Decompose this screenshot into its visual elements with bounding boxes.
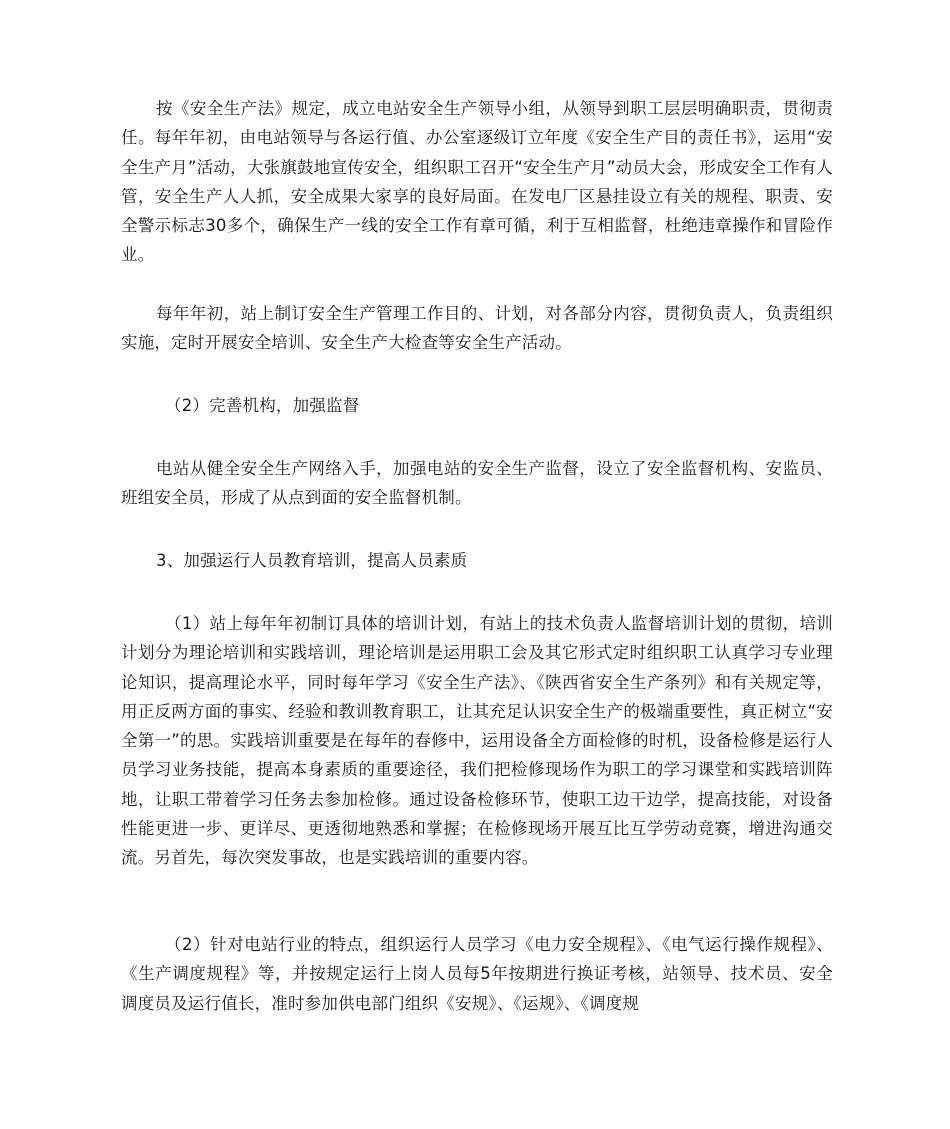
heading-staff-training: 3、加强运行人员教育培训，提高人员素质 (156, 551, 468, 570)
paragraph-training-plan: （1）站上每年年初制订具体的培训计划，有站上的技术负责人监督培训计划的贯彻，培训计划分为理论培训和实践培训，理论培训是运用职工会及其它形式定时组织职工认真学习专业理论知识，提高理论水平，同时每年学习《安全生产法》、《陕西省安全生产条列》和有关规定等，用正反两方面的事实、经验和教训教育职工，让其充足认识安全生产的极端重要性，真正树立“安全第一”的思。实践培训重要是在每年的春修中，运用设备全方面检修的时机，设备检修是运行人员学习业务技能，提高本身素质的重要途径，我们把检修现场作为职工的学习课堂和实践培训阵地，让职工带着学习任务去参加检修。通过设备检修环节，使职工边干边学，提高技能，对设备性能更进一步、更详尽、更透彻地熟悉和掌握；在检修现场开展互比互学劳动竞赛，增进沟通交流。另首先，每次突发事故，也是实践培训的重要内容。 (121, 614, 833, 868)
paragraph-supervision: 电站从健全安全生产网络入手，加强电站的安全生产监督，设立了安全监督机构、安监员、班组安全员，形成了从点到面的安全监督机制。 (121, 459, 833, 508)
paragraph-safety-law: 按《安全生产法》规定，成立电站安全生产领导小组，从领导到职工层层明确职责，贯彻责任。每年年初，由电站领导与各运行值、办公室逐级订立年度《安全生产目的责任书》，运用“安全生产月”活动，大张旗鼓地宣传安全，组织职工召开“安全生产月”动员大会，形成安全工作有人管，安全生产人人抓，安全成果大家享的良好局面。在发电厂区悬挂设立有关的规程、职责、安全警示标志30多个，确保生产一线的安全工作有章可循，利于互相监督，杜绝违章操作和冒险作业。 (121, 99, 833, 265)
paragraph-regulation-study: （2）针对电站行业的特点，组织运行人员学习《电力安全规程》、《电气运行操作规程》、《生产调度规程》等，并按规定运行上岗人员每5年按期进行换证考核，站领导、技术员、安全调度员及运行值长，准时参加供电部门组织《安规》、《运规》、《调度规 (121, 935, 833, 1013)
heading-improve-organization: （2）完善机构，加强监督 (165, 396, 360, 415)
paragraph-annual-plan: 每年年初，站上制订安全生产管理工作目的、计划，对各部分内容，贯彻负责人，负责组织实施，定时开展安全培训、安全生产大检查等安全生产活动。 (121, 304, 833, 353)
